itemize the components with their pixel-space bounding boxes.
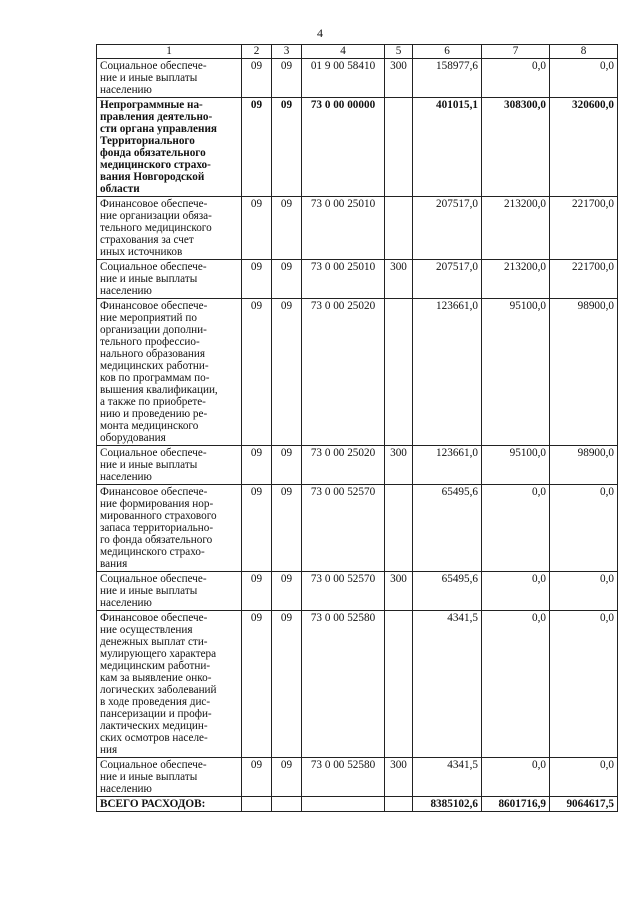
row-expense-type — [385, 98, 413, 197]
row-value-col8: 0,0 — [550, 611, 618, 758]
budget-table — [96, 44, 618, 812]
row-expense-type — [385, 611, 413, 758]
row-expense-type: 300 — [385, 572, 413, 611]
row-name: Непрограммные на- правления деятельно- сти органа управления Территориального фонда обязательного медицинского страхо- вания Новгородской области — [97, 98, 242, 197]
row-value-col8: 98900,0 — [550, 446, 618, 485]
table-header-row — [97, 45, 618, 59]
row-value-col7: 213200,0 — [482, 197, 550, 260]
column-header: 4 — [302, 45, 385, 59]
row-subsection: 09 — [272, 197, 302, 260]
row-name: Социальное обеспече- ние и иные выплаты населению — [97, 59, 242, 98]
row-target-code: 73 0 00 52580 — [302, 611, 385, 758]
row-expense-type: 300 — [385, 59, 413, 98]
row-target-code: 73 0 00 25010 — [302, 260, 385, 299]
row-value-col8: 0,0 — [550, 572, 618, 611]
table-row — [97, 758, 618, 797]
column-header: 7 — [482, 45, 550, 59]
row-value-col6: 4341,5 — [413, 758, 482, 797]
column-header: 6 — [413, 45, 482, 59]
row-value-col6: 65495,6 — [413, 572, 482, 611]
row-section: 09 — [242, 197, 272, 260]
row-value-col8: 0,0 — [550, 485, 618, 572]
row-name: Финансовое обеспече- ние осуществления денежных выплат сти- мулирующего характера медицинским работни- кам за выявление онко- логических заболеваний в ходе проведения дис- пансеризации и профи- лактических медицин- ских осмотров населе- ния — [97, 611, 242, 758]
page-number: 4 — [317, 26, 323, 40]
row-value-col6: 4341,5 — [413, 611, 482, 758]
total-label: ВСЕГО РАСХОДОВ: — [97, 797, 242, 812]
row-subsection: 09 — [272, 485, 302, 572]
row-value-col6: 123661,0 — [413, 446, 482, 485]
row-subsection: 09 — [272, 572, 302, 611]
column-header: 1 — [97, 45, 242, 59]
row-value-col8: 221700,0 — [550, 260, 618, 299]
row-subsection: 09 — [272, 260, 302, 299]
row-name: Финансовое обеспече- ние мероприятий по организации дополни- тельного профессио- нального образования медицинских работни- ков по программам по- вышения квалификации, а также по приобрете- нию и проведению ре- монта медицинского оборудования — [97, 299, 242, 446]
row-subsection: 09 — [272, 611, 302, 758]
row-value-col7: 0,0 — [482, 611, 550, 758]
row-value-col6: 401015,1 — [413, 98, 482, 197]
row-expense-type — [385, 299, 413, 446]
row-name: Социальное обеспече- ние и иные выплаты населению — [97, 758, 242, 797]
column-header: 8 — [550, 45, 618, 59]
table-row — [97, 446, 618, 485]
row-subsection: 09 — [272, 98, 302, 197]
row-value-col7: 308300,0 — [482, 98, 550, 197]
row-target-code: 73 0 00 52570 — [302, 572, 385, 611]
total-row — [97, 797, 618, 812]
total-col7: 8601716,9 — [482, 797, 550, 812]
column-header: 3 — [272, 45, 302, 59]
row-value-col7: 0,0 — [482, 485, 550, 572]
table-row — [97, 260, 618, 299]
table-row — [97, 485, 618, 572]
row-name: Финансовое обеспече- ние организации обяза- тельного медицинского страхования за счет иных источников — [97, 197, 242, 260]
row-value-col6: 207517,0 — [413, 197, 482, 260]
row-name: Социальное обеспече- ние и иные выплаты населению — [97, 446, 242, 485]
row-value-col6: 158977,6 — [413, 59, 482, 98]
row-expense-type — [385, 197, 413, 260]
row-value-col7: 0,0 — [482, 59, 550, 98]
row-section: 09 — [242, 59, 272, 98]
row-target-code: 73 0 00 00000 — [302, 98, 385, 197]
row-subsection: 09 — [272, 299, 302, 446]
row-section: 09 — [242, 572, 272, 611]
column-header: 5 — [385, 45, 413, 59]
row-value-col7: 213200,0 — [482, 260, 550, 299]
row-expense-type: 300 — [385, 260, 413, 299]
row-value-col8: 320600,0 — [550, 98, 618, 197]
table-row — [97, 98, 618, 197]
row-target-code: 73 0 00 25020 — [302, 299, 385, 446]
row-expense-type — [385, 485, 413, 572]
row-target-code: 73 0 00 25010 — [302, 197, 385, 260]
row-target-code: 73 0 00 25020 — [302, 446, 385, 485]
row-value-col7: 95100,0 — [482, 299, 550, 446]
total-col6: 8385102,6 — [413, 797, 482, 812]
row-target-code: 73 0 00 52580 — [302, 758, 385, 797]
row-subsection: 09 — [272, 758, 302, 797]
row-expense-type: 300 — [385, 758, 413, 797]
row-value-col8: 0,0 — [550, 758, 618, 797]
row-value-col8: 98900,0 — [550, 299, 618, 446]
row-subsection: 09 — [272, 446, 302, 485]
row-value-col8: 221700,0 — [550, 197, 618, 260]
total-col8: 9064617,5 — [550, 797, 618, 812]
table-row — [97, 299, 618, 446]
table-row — [97, 59, 618, 98]
row-section: 09 — [242, 611, 272, 758]
row-name: Финансовое обеспече- ние формирования нор- мированного страхового запаса территориально- го фонда обязательного медицинского страхо- вания — [97, 485, 242, 572]
row-subsection: 09 — [272, 59, 302, 98]
row-value-col7: 0,0 — [482, 572, 550, 611]
row-section: 09 — [242, 98, 272, 197]
row-value-col6: 207517,0 — [413, 260, 482, 299]
row-value-col6: 65495,6 — [413, 485, 482, 572]
row-value-col7: 0,0 — [482, 758, 550, 797]
row-value-col8: 0,0 — [550, 59, 618, 98]
row-section: 09 — [242, 299, 272, 446]
row-target-code: 73 0 00 52570 — [302, 485, 385, 572]
row-section: 09 — [242, 485, 272, 572]
row-value-col6: 123661,0 — [413, 299, 482, 446]
row-target-code: 01 9 00 58410 — [302, 59, 385, 98]
table-row — [97, 611, 618, 758]
column-header: 2 — [242, 45, 272, 59]
row-name: Социальное обеспече- ние и иные выплаты населению — [97, 572, 242, 611]
row-expense-type: 300 — [385, 446, 413, 485]
row-value-col7: 95100,0 — [482, 446, 550, 485]
row-name: Социальное обеспече- ние и иные выплаты населению — [97, 260, 242, 299]
table-row — [97, 572, 618, 611]
row-section: 09 — [242, 260, 272, 299]
row-section: 09 — [242, 446, 272, 485]
row-section: 09 — [242, 758, 272, 797]
table-row — [97, 197, 618, 260]
